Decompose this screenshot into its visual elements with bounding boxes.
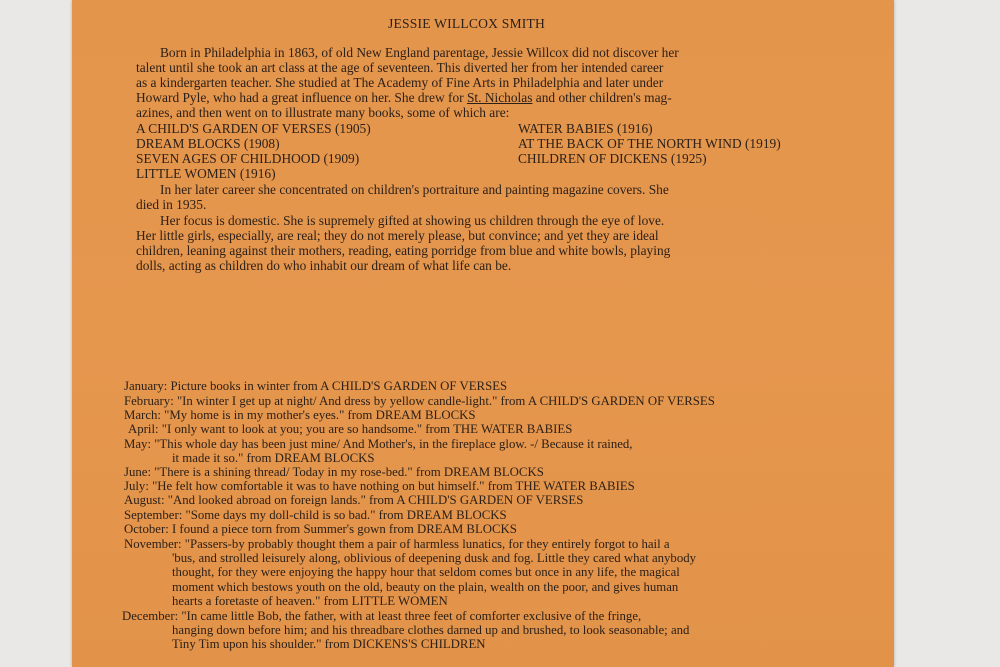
bio-line: Born in Philadelphia in 1863, of old New England parentage, Jessie Willcox did not discover her xyxy=(160,45,679,60)
book-item: SEVEN AGES OF CHILDHOOD (1909) xyxy=(136,151,360,166)
calendar-entry-march: March: "My home is in my mother's eyes." from DREAM BLOCKS xyxy=(124,408,476,422)
calendar-entry-november: November: "Passers-by probably thought them a pair of harmless lunatics, for they entirely forgot to hail a xyxy=(124,537,670,551)
magazine-title: St. Nicholas xyxy=(466,90,533,105)
calendar-entry-november-cont: thought, for they were enjoying the happy hour that seldom comes but once in any life, the magical xyxy=(172,565,680,579)
calendar-entry-december-cont: hanging down before him; and his threadbare clothes darned up and brushed, to look seasonable; and xyxy=(172,623,690,637)
bio-line: Howard Pyle, who had a great influence on her. She drew for St. Nicholas and other children's mag- xyxy=(136,90,672,105)
book-item: CHILDREN OF DICKENS (1925) xyxy=(518,151,707,166)
book-item: WATER BABIES (1916) xyxy=(518,121,653,136)
calendar-entry-may: May: "This whole day has been just mine/ And Mother's, in the fireplace glow. -/ Because it rained, xyxy=(124,437,633,451)
bio-line: children, leaning against their mothers, reading, eating porridge from blue and white bowls, playing xyxy=(136,243,671,258)
calendar-entry-june: June: "There is a shining thread/ Today in my rose-bed." from DREAM BLOCKS xyxy=(124,465,544,479)
bio-line: Her focus is domestic. She is supremely gifted at showing us children through the eye of love. xyxy=(160,213,665,228)
bio-line: Her little girls, especially, are real; they do not merely please, but convince; and yet they are ideal xyxy=(136,228,659,243)
book-item: AT THE BACK OF THE NORTH WIND (1919) xyxy=(518,136,781,151)
calendar-entry-november-cont: hearts a foretaste of heaven." from LITTLE WOMEN xyxy=(172,594,448,608)
bio-line: talent until she took an art class at the age of seventeen. This diverted her from her intended career xyxy=(136,60,664,75)
bio-line: azines, and then went on to illustrate many books, some of which are: xyxy=(136,105,510,120)
calendar-entry-august: August: "And looked abroad on foreign lands." from A CHILD'S GARDEN OF VERSES xyxy=(124,493,584,507)
calendar-entry-november-cont: moment which bestows youth on the old, beauty on the plain, wealth on the poor, and gives human xyxy=(172,580,679,594)
bio-line: In her later career she concentrated on children's portraiture and painting magazine covers. She xyxy=(160,182,669,197)
bio-line: as a kindergarten teacher. She studied at The Academy of Fine Arts in Philadelphia and later under xyxy=(136,75,664,90)
calendar-entry-may-cont: it made it so." from DREAM BLOCKS xyxy=(172,451,375,465)
book-item: A CHILD'S GARDEN OF VERSES (1905) xyxy=(136,121,371,136)
bio-line: died in 1935. xyxy=(136,197,207,212)
calendar-entry-april: April: "I only want to look at you; you are so handsome." from THE WATER BABIES xyxy=(128,422,573,436)
page-title: JESSIE WILLCOX SMITH xyxy=(388,16,546,31)
book-item: LITTLE WOMEN (1916) xyxy=(136,166,276,181)
calendar-entry-december: December: "In came little Bob, the father, with at least three feet of comforter exclusive of the fringe, xyxy=(122,609,642,623)
bio-line: dolls, acting as children do who inhabit our dream of what life can be. xyxy=(136,258,512,273)
calendar-entry-october: October: I found a piece torn from Summer's gown from DREAM BLOCKS xyxy=(124,522,517,536)
calendar-entry-november-cont: 'bus, and strolled leisurely along, oblivious of deepening dusk and fog. Little they cared what anybody xyxy=(172,551,697,565)
calendar-entry-july: July: "He felt how comfortable it was to have nothing on but himself." from THE WATER BABIES xyxy=(124,479,635,493)
calendar-entry-september: September: "Some days my doll-child is so bad." from DREAM BLOCKS xyxy=(124,508,507,522)
book-item: DREAM BLOCKS (1908) xyxy=(136,136,280,151)
calendar-entry-december-cont: Tiny Tim upon his shoulder." from DICKENS'S CHILDREN xyxy=(172,637,486,651)
calendar-entry-february: February: "In winter I get up at night/ And dress by yellow candle-light." from A CHILD'S GARDEN OF VERSES xyxy=(124,394,715,408)
calendar-entry-january: January: Picture books in winter from A CHILD'S GARDEN OF VERSES xyxy=(124,379,508,393)
